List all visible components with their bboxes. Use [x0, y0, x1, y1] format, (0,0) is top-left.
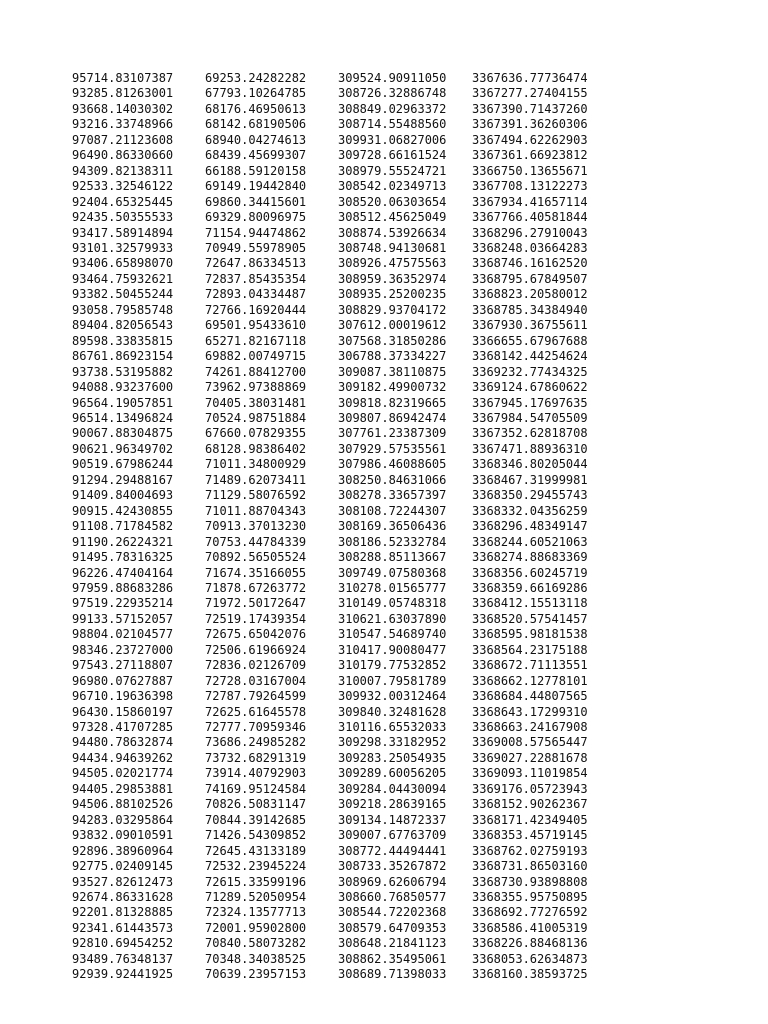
table-cell: 96430.15860197 [72, 704, 174, 719]
table-cell: 98804.02104577 [72, 627, 174, 642]
table-cell: 3368785.34384940 [472, 302, 588, 317]
table-cell: 71972.50172647 [205, 596, 307, 611]
table-row [72, 210, 612, 225]
table-cell: 96564.19057851 [72, 395, 174, 410]
table-cell: 3369027.22881678 [472, 750, 588, 765]
table-cell: 92435.50355533 [72, 210, 174, 225]
table-cell: 72675.65042076 [205, 627, 307, 642]
table-cell: 3368053.62634873 [472, 951, 588, 966]
table-cell: 308714.55488560 [338, 117, 447, 132]
table-cell: 309007.67763709 [338, 828, 447, 843]
table-row [72, 195, 612, 210]
table-cell: 72506.61966924 [205, 642, 307, 657]
table-cell: 3369093.11019854 [472, 766, 588, 781]
table-cell: 72625.61645578 [205, 704, 307, 719]
table-cell: 86761.86923154 [72, 349, 174, 364]
table-row [72, 782, 612, 797]
table-cell: 71154.94474862 [205, 225, 307, 240]
table-row [72, 766, 612, 781]
table-cell: 310149.05748318 [338, 596, 447, 611]
table-cell: 96490.86330660 [72, 148, 174, 163]
table-cell: 95714.83107387 [72, 71, 174, 85]
table-cell: 96514.13496824 [72, 410, 174, 425]
table-cell: 309728.66161524 [338, 148, 447, 163]
table-cell: 69860.34415601 [205, 194, 307, 209]
table-row [72, 488, 612, 503]
table-cell: 92896.38960964 [72, 843, 174, 858]
table-cell: 89598.33835815 [72, 333, 174, 348]
table-cell: 3368248.03664283 [472, 240, 588, 255]
table-row [72, 380, 612, 395]
table-cell: 309932.00312464 [338, 689, 447, 704]
table-cell: 3367945.17697635 [472, 395, 588, 410]
table-row [72, 643, 612, 658]
table-cell: 91495.78316325 [72, 550, 174, 565]
table-cell: 3367934.41657114 [472, 194, 588, 209]
table-cell: 70753.44784339 [205, 534, 307, 549]
table-cell: 309840.32481628 [338, 704, 447, 719]
table-cell: 308108.72244307 [338, 503, 447, 518]
table-cell: 91294.29488167 [72, 472, 174, 487]
table-cell: 71011.88704343 [205, 503, 307, 518]
table-cell: 71129.58076592 [205, 488, 307, 503]
table-cell: 94480.78632874 [72, 735, 174, 750]
table-cell: 69253.24282282 [205, 71, 307, 85]
table-cell: 3368643.17299310 [472, 704, 588, 719]
table-cell: 73686.24985282 [205, 735, 307, 750]
table-cell: 3368353.45719145 [472, 828, 588, 843]
table-row [72, 735, 612, 750]
table-cell: 72532.23945224 [205, 859, 307, 874]
table-cell: 309134.14872337 [338, 812, 447, 827]
table-row [72, 226, 612, 241]
table-cell: 73732.68291319 [205, 750, 307, 765]
table-cell: 92404.65325445 [72, 194, 174, 209]
table-row [72, 71, 612, 86]
table-cell: 93738.53195882 [72, 364, 174, 379]
table-row [72, 148, 612, 163]
table-cell: 91108.71784582 [72, 519, 174, 534]
table-cell: 72324.13577713 [205, 905, 307, 920]
table-cell: 72615.33599196 [205, 874, 307, 889]
table-cell: 3368356.60245719 [472, 565, 588, 580]
table-cell: 3368684.44807565 [472, 689, 588, 704]
table-cell: 93058.79585748 [72, 302, 174, 317]
table-row [72, 751, 612, 766]
table-cell: 308935.25200235 [338, 287, 447, 302]
table-cell: 98346.23727000 [72, 642, 174, 657]
table-cell: 90519.67986244 [72, 457, 174, 472]
table-row [72, 658, 612, 673]
table-cell: 97519.22935214 [72, 596, 174, 611]
table-cell: 96980.07627887 [72, 673, 174, 688]
table-cell: 3368672.71113551 [472, 658, 588, 673]
table-cell: 94309.82138311 [72, 163, 174, 178]
table-cell: 72728.03167004 [205, 673, 307, 688]
table-cell: 71878.67263772 [205, 580, 307, 595]
table-row [72, 890, 612, 905]
table-cell: 92533.32546122 [72, 179, 174, 194]
table-cell: 69882.00749715 [205, 349, 307, 364]
table-cell: 3368662.12778101 [472, 673, 588, 688]
table-cell: 91190.26224321 [72, 534, 174, 549]
table-cell: 92939.92441925 [72, 967, 174, 982]
table-row [72, 303, 612, 318]
table-cell: 3368160.38593725 [472, 967, 588, 982]
table-cell: 91409.84004693 [72, 488, 174, 503]
table-cell: 96710.19636398 [72, 689, 174, 704]
table-cell: 71426.54309852 [205, 828, 307, 843]
table-row [72, 272, 612, 287]
table-cell: 92341.61443573 [72, 920, 174, 935]
table-cell: 309182.49900732 [338, 380, 447, 395]
table-cell: 3368274.88683369 [472, 550, 588, 565]
table-cell: 308250.84631066 [338, 472, 447, 487]
table-cell: 66188.59120158 [205, 163, 307, 178]
table-cell: 93668.14030302 [72, 101, 174, 116]
table-cell: 92674.86331628 [72, 890, 174, 905]
table-cell: 69501.95433610 [205, 318, 307, 333]
table-cell: 310621.63037890 [338, 611, 447, 626]
table-cell: 309807.86942474 [338, 410, 447, 425]
table-row [72, 426, 612, 441]
table-cell: 3366655.67967688 [472, 333, 588, 348]
table-cell: 308579.64709353 [338, 920, 447, 935]
table-cell: 309218.28639165 [338, 797, 447, 812]
table-cell: 68128.98386402 [205, 441, 307, 456]
table-cell: 70524.98751884 [205, 410, 307, 425]
table-cell: 97087.21123608 [72, 132, 174, 147]
table-row [72, 828, 612, 843]
table-cell: 65271.82167118 [205, 333, 307, 348]
table-cell: 308874.53926634 [338, 225, 447, 240]
table-row [72, 813, 612, 828]
table-cell: 3367708.13122273 [472, 179, 588, 194]
table-cell: 309283.25054935 [338, 750, 447, 765]
table-row [72, 287, 612, 302]
table-cell: 67793.10264785 [205, 86, 307, 101]
table-cell: 3367984.54705509 [472, 410, 588, 425]
table-cell: 67660.07829355 [205, 426, 307, 441]
table-cell: 3367636.77736474 [472, 71, 588, 85]
table-cell: 72836.02126709 [205, 658, 307, 673]
table-cell: 68439.45699307 [205, 148, 307, 163]
table-cell: 89404.82056543 [72, 318, 174, 333]
table-row [72, 859, 612, 874]
table-cell: 90915.42430855 [72, 503, 174, 518]
table-row [72, 967, 612, 982]
table-cell: 308979.55524721 [338, 163, 447, 178]
table-row [72, 566, 612, 581]
table-cell: 309284.04430094 [338, 781, 447, 796]
table-row [72, 411, 612, 426]
table-cell: 3368359.66169286 [472, 580, 588, 595]
table-cell: 70639.23957153 [205, 967, 307, 982]
table-cell: 308512.45625049 [338, 210, 447, 225]
table-cell: 97543.27118807 [72, 658, 174, 673]
table-cell: 3368296.48349147 [472, 519, 588, 534]
table-row [72, 241, 612, 256]
table-cell: 3368244.60521063 [472, 534, 588, 549]
data-table [72, 71, 612, 983]
table-row [72, 797, 612, 812]
table-cell: 3367930.36755611 [472, 318, 588, 333]
table-cell: 70913.37013230 [205, 519, 307, 534]
table-cell: 3368152.90262367 [472, 797, 588, 812]
table-cell: 3368171.42349405 [472, 812, 588, 827]
table-row [72, 519, 612, 534]
table-cell: 72647.86334513 [205, 256, 307, 271]
table-cell: 3368762.02759193 [472, 843, 588, 858]
table-cell: 90067.88304875 [72, 426, 174, 441]
table-cell: 3367390.71437260 [472, 101, 588, 116]
table-cell: 3368746.16162520 [472, 256, 588, 271]
table-cell: 309818.82319665 [338, 395, 447, 410]
table-cell: 309298.33182952 [338, 735, 447, 750]
table-row [72, 612, 612, 627]
table-cell: 308969.62606794 [338, 874, 447, 889]
table-row [72, 179, 612, 194]
table-row [72, 921, 612, 936]
table-row [72, 117, 612, 132]
table-cell: 307612.00019612 [338, 318, 447, 333]
table-row [72, 905, 612, 920]
table-cell: 90621.96349702 [72, 441, 174, 456]
table-cell: 71674.35166055 [205, 565, 307, 580]
table-cell: 70348.34038525 [205, 951, 307, 966]
table-cell: 94505.02021774 [72, 766, 174, 781]
table-cell: 308849.02963372 [338, 101, 447, 116]
table-cell: 308278.33657397 [338, 488, 447, 503]
table-row [72, 102, 612, 117]
table-cell: 3368564.23175188 [472, 642, 588, 657]
table-cell: 94405.29853881 [72, 781, 174, 796]
table-cell: 3368350.29455743 [472, 488, 588, 503]
table-row [72, 396, 612, 411]
table-cell: 310547.54689740 [338, 627, 447, 642]
table-cell: 93464.75932621 [72, 271, 174, 286]
table-cell: 308648.21841123 [338, 936, 447, 951]
table-row [72, 720, 612, 735]
table-cell: 97328.41707285 [72, 720, 174, 735]
table-cell: 309931.06827006 [338, 132, 447, 147]
table-cell: 3368692.77276592 [472, 905, 588, 920]
table-cell: 3367277.27404155 [472, 86, 588, 101]
table-cell: 3369008.57565447 [472, 735, 588, 750]
table-cell: 308520.06303654 [338, 194, 447, 209]
table-cell: 3367391.36260306 [472, 117, 588, 132]
table-cell: 92810.69454252 [72, 936, 174, 951]
table-cell: 71289.52050954 [205, 890, 307, 905]
table-cell: 93406.65898070 [72, 256, 174, 271]
table-cell: 73962.97388869 [205, 380, 307, 395]
table-row [72, 535, 612, 550]
table-cell: 3368142.44254624 [472, 349, 588, 364]
table-cell: 93832.09010591 [72, 828, 174, 843]
table-cell: 93101.32579933 [72, 240, 174, 255]
table-cell: 68142.68190506 [205, 117, 307, 132]
table-row [72, 875, 612, 890]
table-cell: 310278.01565777 [338, 580, 447, 595]
table-row [72, 442, 612, 457]
table-cell: 70892.56505524 [205, 550, 307, 565]
table-cell: 93489.76348137 [72, 951, 174, 966]
table-row [72, 936, 612, 951]
table-row [72, 457, 612, 472]
table-row [72, 86, 612, 101]
table-cell: 72519.17439354 [205, 611, 307, 626]
table-cell: 69329.80096975 [205, 210, 307, 225]
table-cell: 310116.65532033 [338, 720, 447, 735]
table-row [72, 365, 612, 380]
table-cell: 3367471.88936310 [472, 441, 588, 456]
table-cell: 308959.36352974 [338, 271, 447, 286]
table-row [72, 349, 612, 364]
table-cell: 70826.50831147 [205, 797, 307, 812]
table-cell: 99133.57152057 [72, 611, 174, 626]
table-cell: 307929.57535561 [338, 441, 447, 456]
table-row [72, 689, 612, 704]
table-row [72, 596, 612, 611]
table-cell: 3368355.95750895 [472, 890, 588, 905]
table-row [72, 844, 612, 859]
table-cell: 3367766.40581844 [472, 210, 588, 225]
table-cell: 68176.46950613 [205, 101, 307, 116]
table-row [72, 334, 612, 349]
table-cell: 308542.02349713 [338, 179, 447, 194]
table-cell: 93527.82612473 [72, 874, 174, 889]
table-cell: 308544.72202368 [338, 905, 447, 920]
table-cell: 94434.94639262 [72, 750, 174, 765]
table-cell: 3368346.80205044 [472, 457, 588, 472]
table-cell: 3368730.93898808 [472, 874, 588, 889]
table-cell: 308726.32886748 [338, 86, 447, 101]
table-cell: 3367352.62818708 [472, 426, 588, 441]
table-row [72, 164, 612, 179]
table-row [72, 550, 612, 565]
table-cell: 70405.38031481 [205, 395, 307, 410]
table-cell: 308660.76850577 [338, 890, 447, 905]
table-cell: 3368412.15513118 [472, 596, 588, 611]
table-cell: 72766.16920444 [205, 302, 307, 317]
table-cell: 3368795.67849507 [472, 271, 588, 286]
table-cell: 71489.62073411 [205, 472, 307, 487]
table-cell: 3368296.27910043 [472, 225, 588, 240]
table-cell: 72787.79264599 [205, 689, 307, 704]
table-cell: 308748.94130681 [338, 240, 447, 255]
table-cell: 68940.04274613 [205, 132, 307, 147]
table-cell: 3367361.66923812 [472, 148, 588, 163]
table-cell: 3368226.88468136 [472, 936, 588, 951]
table-cell: 96226.47404164 [72, 565, 174, 580]
table-cell: 307986.46088605 [338, 457, 447, 472]
table-cell: 72837.85435354 [205, 271, 307, 286]
table-cell: 307761.23387309 [338, 426, 447, 441]
table-cell: 93216.33748966 [72, 117, 174, 132]
table-cell: 92201.81328885 [72, 905, 174, 920]
table-cell: 3368595.98181538 [472, 627, 588, 642]
table-row [72, 504, 612, 519]
table-cell: 3369124.67860622 [472, 380, 588, 395]
table-cell: 97959.88683286 [72, 580, 174, 595]
table-cell: 310179.77532852 [338, 658, 447, 673]
table-row [72, 705, 612, 720]
table-cell: 70844.39142685 [205, 812, 307, 827]
table-cell: 309289.60056205 [338, 766, 447, 781]
table-cell: 71011.34800929 [205, 457, 307, 472]
table-cell: 74169.95124584 [205, 781, 307, 796]
table-row [72, 133, 612, 148]
table-cell: 72777.70959346 [205, 720, 307, 735]
table-cell: 94283.03295864 [72, 812, 174, 827]
table-cell: 3368663.24167908 [472, 720, 588, 735]
table-cell: 307568.31850286 [338, 333, 447, 348]
table-cell: 73914.40792903 [205, 766, 307, 781]
table-cell: 3368823.20580012 [472, 287, 588, 302]
table-row [72, 627, 612, 642]
table-cell: 308862.35495061 [338, 951, 447, 966]
table-cell: 92775.02409145 [72, 859, 174, 874]
table-cell: 3367494.62262903 [472, 132, 588, 147]
table-cell: 3366750.13655671 [472, 163, 588, 178]
table-cell: 308288.85113667 [338, 550, 447, 565]
table-row [72, 952, 612, 967]
table-cell: 308689.71398033 [338, 967, 447, 982]
table-cell: 94088.93237600 [72, 380, 174, 395]
table-row [72, 581, 612, 596]
table-cell: 3369232.77434325 [472, 364, 588, 379]
table-cell: 72001.95902800 [205, 920, 307, 935]
table-cell: 308169.36506436 [338, 519, 447, 534]
table-cell: 3369176.05723943 [472, 781, 588, 796]
table-cell: 69149.19442840 [205, 179, 307, 194]
table-cell: 309087.38110875 [338, 364, 447, 379]
table-cell: 310007.79581789 [338, 673, 447, 688]
table-cell: 70840.58073282 [205, 936, 307, 951]
table-cell: 306788.37334227 [338, 349, 447, 364]
table-cell: 93382.50455244 [72, 287, 174, 302]
table-cell: 94506.88102526 [72, 797, 174, 812]
table-cell: 308733.35267872 [338, 859, 447, 874]
table-cell: 93417.58914894 [72, 225, 174, 240]
table-cell: 309749.07580368 [338, 565, 447, 580]
table-cell: 3368586.41005319 [472, 920, 588, 935]
table-cell: 72893.04334487 [205, 287, 307, 302]
table-cell: 72645.43133189 [205, 843, 307, 858]
table-cell: 70949.55978905 [205, 240, 307, 255]
table-cell: 308829.93704172 [338, 302, 447, 317]
table-row [72, 473, 612, 488]
table-cell: 310417.90080477 [338, 642, 447, 657]
table-cell: 74261.88412700 [205, 364, 307, 379]
table-body [72, 71, 612, 983]
table-cell: 308186.52332784 [338, 534, 447, 549]
table-cell: 3368467.31999981 [472, 472, 588, 487]
table-cell: 308772.44494441 [338, 843, 447, 858]
table-cell: 3368520.57541457 [472, 611, 588, 626]
table-row [72, 318, 612, 333]
table-row [72, 674, 612, 689]
table-cell: 93285.81263001 [72, 86, 174, 101]
table-cell: 309524.90911050 [338, 71, 447, 85]
table-cell: 3368332.04356259 [472, 503, 588, 518]
table-row [72, 256, 612, 271]
table-cell: 3368731.86503160 [472, 859, 588, 874]
table-cell: 308926.47575563 [338, 256, 447, 271]
